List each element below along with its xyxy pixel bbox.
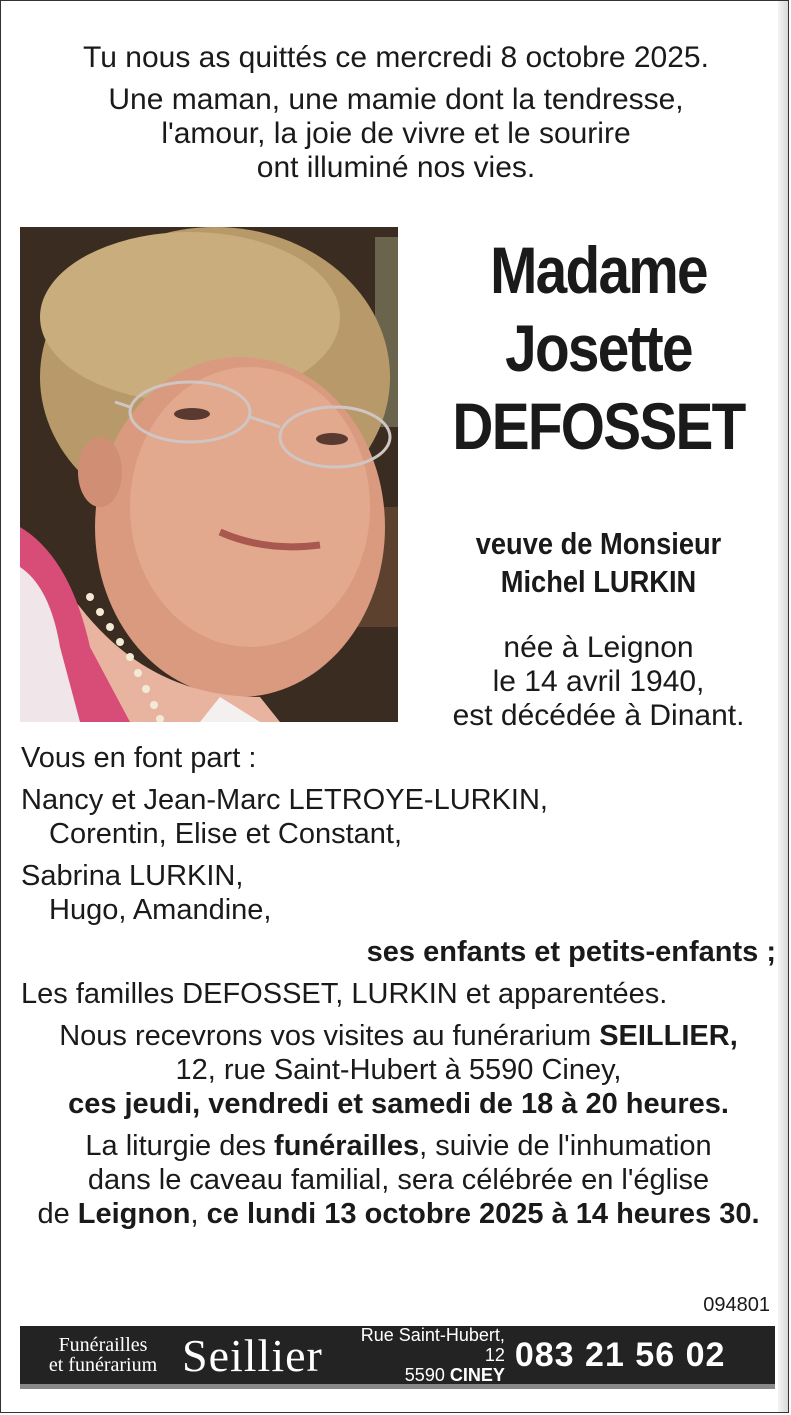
funeral-line [21, 1129, 776, 1163]
banner-address-line: Rue Saint-Hubert, 12 [360, 1325, 505, 1365]
banner-address-line [337, 1365, 505, 1385]
funeral-text: , suivie de l'inhumation [419, 1130, 712, 1162]
visits-text: Nous recevrons vos visites au funérarium [59, 1020, 600, 1052]
announcement-intro: Vous en font part : [21, 742, 257, 774]
family-line: Sabrina LURKIN, [21, 860, 244, 892]
banner-subtitle-line: et funérarium [48, 1354, 158, 1376]
visits-address: 12, rue Saint-Hubert à 5590 Ciney, [175, 1054, 622, 1086]
banner-brand: Seillier [182, 1329, 323, 1381]
announcement-body [21, 741, 776, 1231]
banner-address [337, 1325, 505, 1385]
deceased-name-block [421, 231, 776, 733]
visits-schedule: ces jeudi, vendredi et samedi de 18 à 20 heures. [68, 1088, 729, 1120]
families-line: Les familles DEFOSSET, LURKIN et apparentées. [21, 978, 668, 1010]
page-edge-shadow [778, 1, 788, 1412]
family-line: Nancy et Jean-Marc LETROYE-LURKIN, [21, 784, 548, 816]
intro-line: l'amour, la joie de vivre et le sourire [161, 117, 631, 150]
intro-line: Une maman, une mamie dont la tendresse, [108, 83, 684, 116]
funeral-text: de [37, 1198, 78, 1230]
deceased-title: Madame [490, 233, 707, 307]
birth-death-info [421, 631, 776, 733]
funeral-datetime: ce lundi 13 octobre 2025 à 14 heures 30. [206, 1198, 760, 1230]
reference-number: 094801 [703, 1294, 770, 1316]
banner-subtitle [28, 1335, 178, 1375]
funeral-text: , [190, 1198, 207, 1230]
widow-line: Michel LURKIN [500, 564, 697, 599]
visits-line [21, 1019, 776, 1053]
family-line: Hugo, Amandine, [49, 894, 272, 926]
deceased-first-name: Josette [505, 311, 692, 385]
funeral-line: dans le caveau familial, sera célébrée en l'église [87, 1164, 710, 1196]
relation-line: ses enfants et petits-enfants ; [366, 936, 776, 968]
intro-text [21, 41, 771, 185]
banner-postcode: 5590 [404, 1365, 450, 1385]
funeral-text: La liturgie des [85, 1130, 275, 1162]
widow-of [442, 525, 754, 601]
widow-line: veuve de Monsieur [475, 526, 722, 561]
family-line: Corentin, Elise et Constant, [49, 818, 403, 850]
funeral-line [21, 1197, 776, 1231]
church-location: Leignon [77, 1198, 191, 1230]
funeral-home-banner [20, 1326, 775, 1389]
banner-city: CINEY [449, 1365, 505, 1385]
portrait-photo [20, 227, 398, 722]
banner-subtitle-line: Funérailles [58, 1334, 148, 1356]
deceased-last-name: DEFOSSET [452, 389, 745, 463]
banner-phone: 083 21 56 02 [514, 1335, 726, 1374]
funeral-home-name: SEILLIER, [599, 1020, 738, 1052]
birth-line: le 14 avril 1940, [492, 665, 705, 698]
intro-line-date: Tu nous as quittés ce mercredi 8 octobre 2025. [83, 41, 709, 74]
funeral-keyword: funérailles [274, 1130, 420, 1162]
intro-line: ont illuminé nos vies. [256, 151, 536, 184]
death-line: est décédée à Dinant. [452, 699, 745, 732]
birth-line: née à Leignon [503, 631, 694, 664]
